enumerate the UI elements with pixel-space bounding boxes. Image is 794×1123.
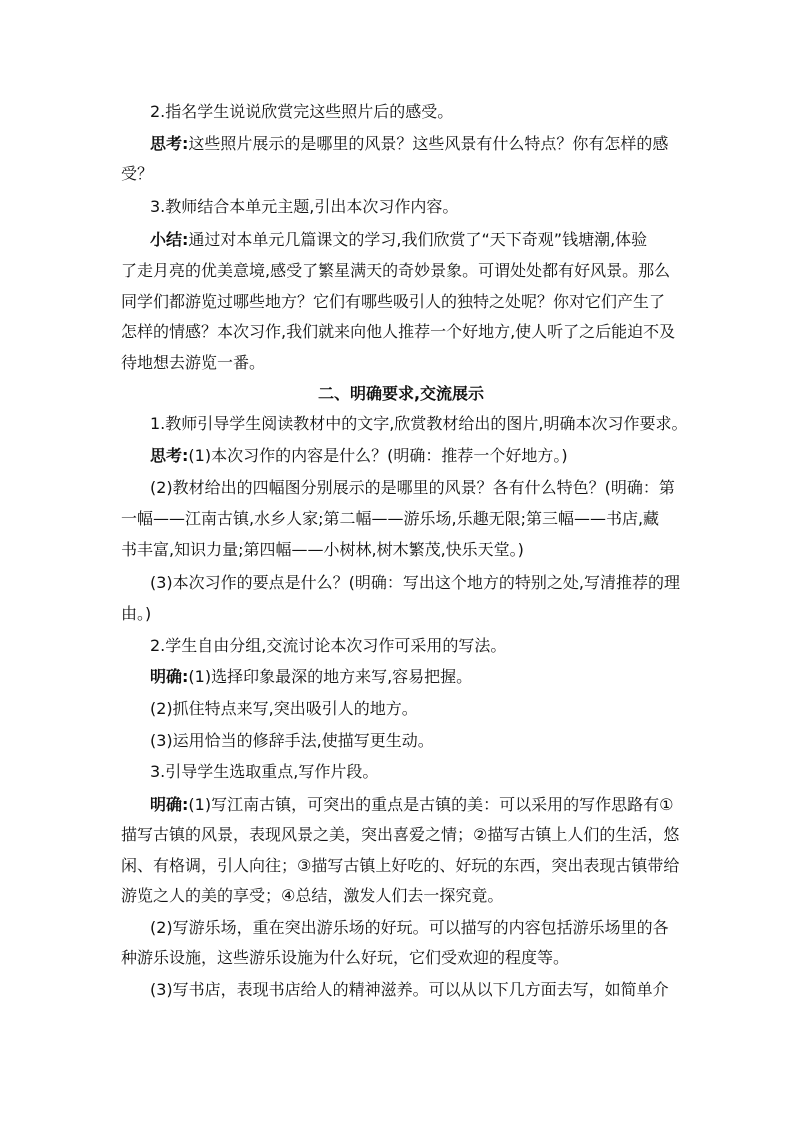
- paragraph-line: 思考:(1)本次习作的内容是什么？(明确：推荐一个好地方。): [150, 446, 568, 465]
- paragraph-line: 2.指名学生说说欣赏完这些照片后的感受。: [150, 102, 454, 121]
- paragraph-line: 一幅——江南古镇,水乡人家;第二幅——游乐场,乐趣无限;第三幅——书店,藏: [121, 509, 660, 528]
- paragraph-line: (3)运用恰当的修辞手法,使描写更生动。: [150, 731, 434, 750]
- paragraph-line: 游览之人的美的享受；④总结，激发人们去一探究竟。: [121, 886, 504, 905]
- section-heading: 二、明确要求,交流展示: [317, 384, 485, 403]
- paragraph-line: 3.引导学生选取重点,写作片段。: [150, 762, 379, 781]
- paragraph-line: 思考:这些照片展示的是哪里的风景？这些风景有什么特点？你有怎样的感: [150, 134, 669, 153]
- paragraph-line: 明确:(1)选择印象最深的地方来写,容易把握。: [150, 667, 473, 686]
- paragraph-line: 描写古镇的风景，表现风景之美，突出喜爱之情；②描写古镇上人们的生活，悠: [121, 825, 680, 844]
- paragraph-line: 待地想去游览一番。: [121, 353, 266, 372]
- paragraph-line: (3)写书店，表现书店给人的精神滋养。可以从以下几方面去写，如简单介: [150, 980, 669, 999]
- paragraph-line: 受？: [121, 164, 154, 183]
- paragraph-line: (3)本次习作的要点是什么？(明确：写出这个地方的特别之处,写清推荐的理: [150, 573, 680, 592]
- bold-label: 明确:: [150, 667, 189, 686]
- paragraph-line: 明确:(1)写江南古镇，可突出的重点是古镇的美：可以采用的写作思路有①: [150, 795, 674, 814]
- paragraph-line: 怎样的情感？本次习作,我们就来向他人推荐一个好地方,使人听了之后能迫不及: [121, 322, 676, 341]
- bold-label: 思考:: [150, 446, 189, 465]
- paragraph-line: 由。): [121, 604, 152, 623]
- paragraph-line: 了走月亮的优美意境,感受了繁星满天的奇妙景象。可谓处处都有好风景。那么: [121, 261, 671, 280]
- paragraph-line: 同学们都游览过哪些地方？它们有哪些吸引人的独特之处呢？你对它们产生了: [121, 292, 666, 311]
- paragraph-line: (2)抓住特点来写,突出吸引人的地方。: [150, 699, 418, 718]
- bold-label: 思考:: [150, 134, 189, 153]
- paragraph-line: 2.学生自由分组,交流讨论本次习作可采用的写法。: [150, 636, 507, 655]
- paragraph-line: 闲、有格调，引人向往；③描写古镇上好吃的、好玩的东西，突出表现古镇带给: [121, 856, 680, 875]
- paragraph-line: 种游乐设施，这些游乐设施为什么好玩，它们受欢迎的程度等。: [121, 948, 570, 967]
- bold-label: 明确:: [150, 795, 189, 814]
- paragraph-line: 3.教师结合本单元主题,引出本次习作内容。: [150, 197, 459, 216]
- paragraph-line: (2)教材给出的四幅图分别展示的是哪里的风景？各有什么特色？(明确：第: [150, 478, 675, 497]
- paragraph-line: 小结:通过对本单元几篇课文的学习,我们欣赏了“天下奇观”钱塘潮,体验: [150, 230, 648, 249]
- bold-label: 小结:: [150, 230, 189, 249]
- paragraph-line: 1.教师引导学生阅读教材中的文字,欣赏教材给出的图片,明确本次习作要求。: [150, 414, 688, 433]
- paragraph-line: (2)写游乐场，重在突出游乐场的好玩。可以描写的内容包括游乐场里的各: [150, 918, 669, 937]
- paragraph-line: 书丰富,知识力量;第四幅——小树林,树木繁茂,快乐天堂。): [121, 540, 524, 559]
